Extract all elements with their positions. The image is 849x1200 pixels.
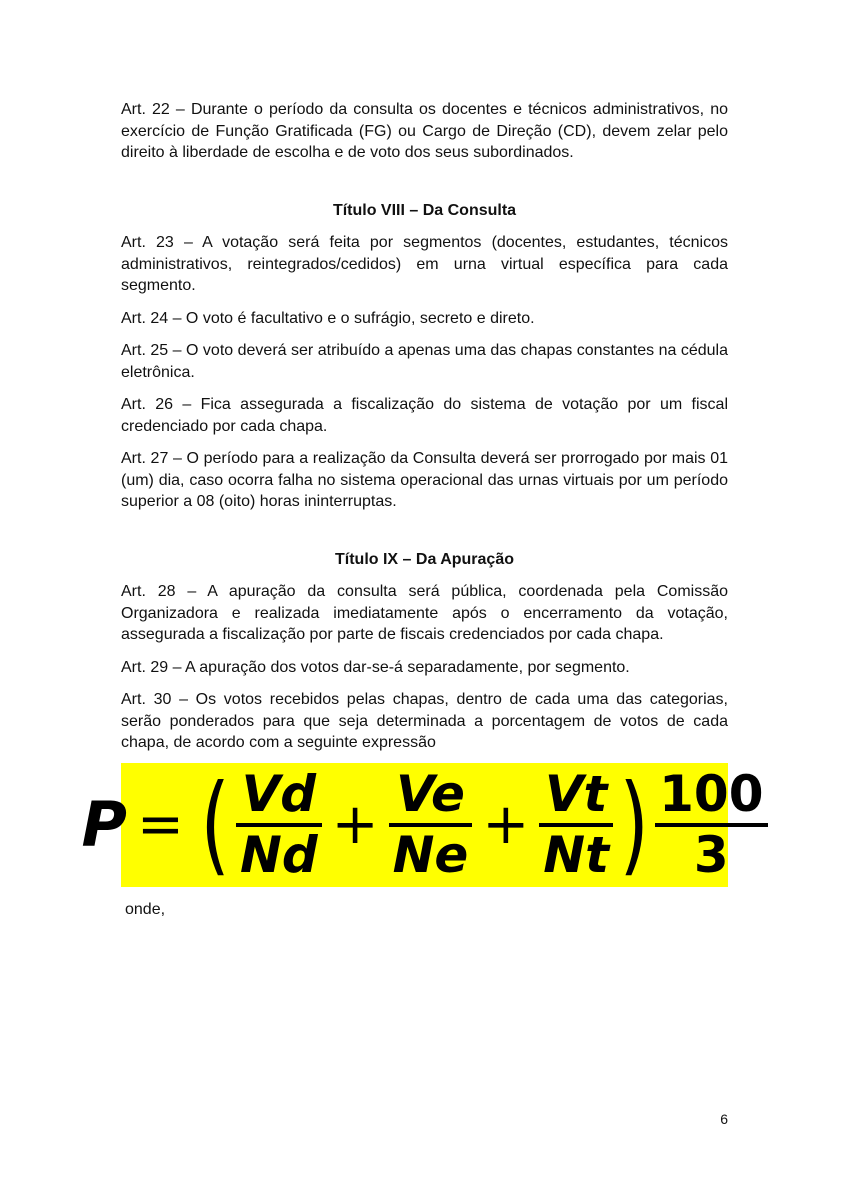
- fraction-numerator: 100: [659, 765, 764, 823]
- fraction-estudantes: [389, 765, 473, 884]
- fraction-tecnicos: [539, 765, 613, 884]
- article-23: Art. 23 – A votação será feita por segmentos (docentes, estudantes, técnicos administrativos, reintegrados/cedidos) em urna virtual específica para cada segmento.: [121, 234, 728, 294]
- fraction-numerator: Ve: [395, 765, 465, 823]
- title-ix-heading: Título IX – Da Apuração: [335, 550, 514, 568]
- title-viii-heading: Título VIII – Da Consulta: [332, 201, 517, 219]
- onde-text: onde,: [125, 900, 166, 918]
- article-28: Art. 28 – A apuração da consulta será pública, coordenada pela Comissão Organizadora e realizada imediatamente após o encerramento da votação, assegurada a fiscalização por parte de fiscais credenciados por cada chapa.: [121, 583, 728, 643]
- formula-plus: +: [331, 791, 379, 857]
- article-26: Art. 26 – Fica assegurada a fiscalização do sistema de votação por um fiscal credenciado por cada chapa.: [121, 396, 728, 435]
- article-22: Art. 22 – Durante o período da consulta os docentes e técnicos administrativos, no exercício de Função Gratificada (FG) ou Cargo de Direção (CD), devem zelar pelo direito à liberdade de escolha e de voto dos seus subordinados.: [121, 101, 728, 161]
- fraction-denominator: Nd: [240, 825, 318, 884]
- article-30: Art. 30 – Os votos recebidos pelas chapas, dentro de cada uma das categorias, serão ponderados para que seja determinada a porcentagem de votos de cada chapa, de acordo com a seguinte expressão: [121, 691, 728, 751]
- page-number: 6: [720, 1111, 728, 1127]
- formula-close-paren: ): [619, 761, 649, 887]
- fraction-denominator: Nt: [543, 825, 609, 884]
- fraction-numerator: Vt: [544, 765, 608, 823]
- formula-equals: =: [136, 791, 184, 857]
- fraction-constant: [655, 765, 767, 884]
- fraction-denominator: Ne: [392, 825, 469, 884]
- article-24: Art. 24 – O voto é facultativo e o sufrágio, secreto e direto.: [121, 309, 535, 327]
- fraction-denominator: 3: [693, 825, 729, 884]
- article-25: Art. 25 – O voto deverá ser atribuído a apenas uma das chapas constantes na cédula eletrônica.: [121, 342, 728, 381]
- document-body: [81, 99, 764, 919]
- fraction-docentes: [236, 765, 322, 884]
- article-27: Art. 27 – O período para a realização da Consulta deverá ser prorrogado por mais 01 (um) dia, caso ocorra falha no sistema operacional das urnas virtuais por um período superior a 08 (oito) horas ininterruptas.: [121, 450, 728, 510]
- article-29: Art. 29 – A apuração dos votos dar-se-á separadamente, por segmento.: [121, 658, 630, 676]
- formula-plus: +: [482, 791, 530, 857]
- weighting-formula: [81, 761, 764, 887]
- formula-open-paren: (: [200, 761, 230, 887]
- fraction-numerator: Vd: [241, 765, 317, 823]
- formula-lhs: P: [81, 787, 127, 861]
